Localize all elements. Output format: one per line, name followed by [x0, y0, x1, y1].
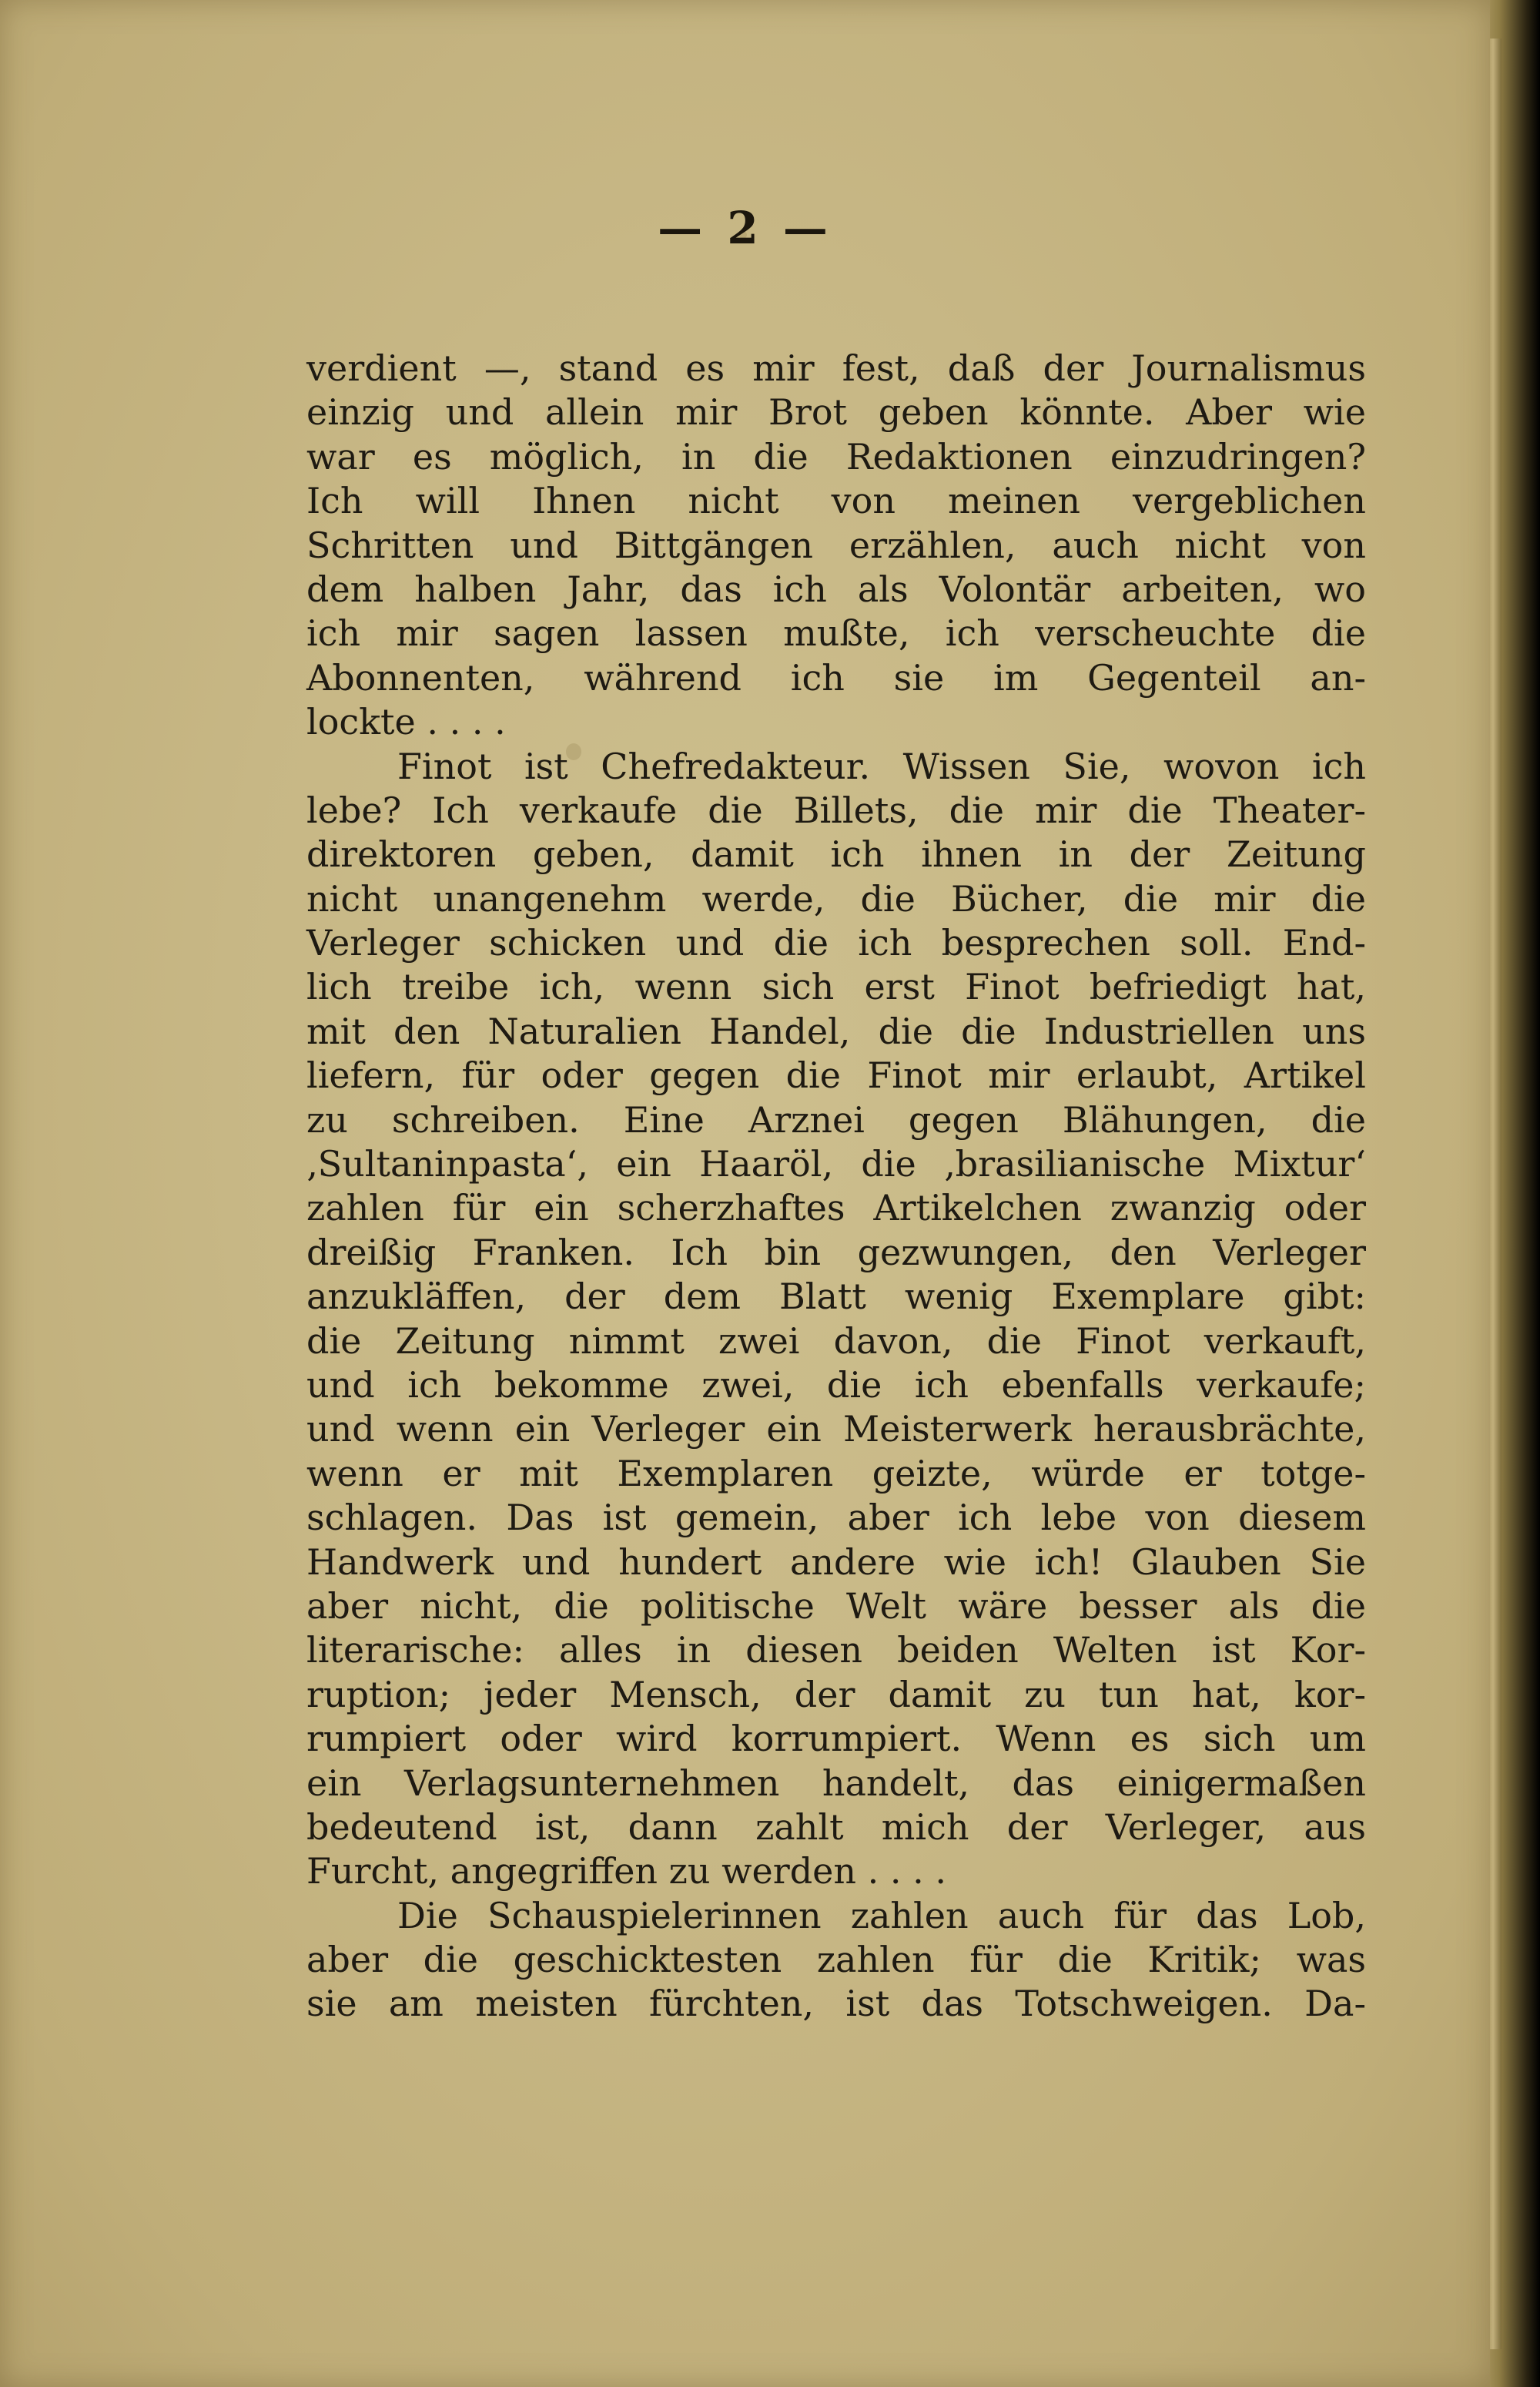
text-line: war es möglich, in die Redaktionen einzudringen?	[306, 435, 1366, 478]
text-line: direktoren geben, damit ich ihnen in der Zeitung	[306, 833, 1366, 876]
text-line: lebe? Ich verkaufe die Billets, die mir die Theater-	[306, 789, 1366, 831]
text-line: ein Verlagsunternehmen handelt, das einigermaßen	[306, 1762, 1366, 1804]
text-line: und wenn ein Verleger ein Meisterwerk herausbrächte,	[306, 1408, 1366, 1450]
text-line: sie am meisten fürchten, ist das Totschweigen. Da-	[306, 1983, 1366, 2025]
page-number: — 2 —	[658, 202, 832, 254]
text-line: Handwerk und hundert andere wie ich! Glauben Sie	[306, 1540, 1366, 1583]
body-text	[306, 347, 1366, 2027]
text-line: und ich bekomme zwei, die ich ebenfalls verkaufe;	[306, 1363, 1366, 1406]
text-line: Verleger schicken und die ich besprechen soll. End-	[306, 922, 1366, 964]
text-line: mit den Naturalien Handel, die die Industriellen uns	[306, 1010, 1366, 1052]
paragraph-start-line: Finot ist Chefredakteur. Wissen Sie, wovon ich	[397, 745, 1366, 787]
text-line: lockte . . . .	[306, 701, 506, 743]
text-line: dem halben Jahr, das ich als Volontär arbeiten, wo	[306, 568, 1366, 610]
text-line: ruption; jeder Mensch, der damit zu tun hat, kor-	[306, 1673, 1366, 1715]
text-line: zu schreiben. Eine Arznei gegen Blähungen, die	[306, 1098, 1366, 1141]
text-line: nicht unangenehm werde, die Bücher, die mir die	[306, 877, 1366, 920]
paragraph-start-line: Die Schauspielerinnen zahlen auch für das Lob,	[397, 1894, 1366, 1936]
text-line: ‚Sultaninpasta‘, ein Haaröl, die ‚brasilianische Mixtur‘	[306, 1143, 1366, 1185]
text-line: wenn er mit Exemplaren geizte, würde er totge-	[306, 1452, 1366, 1494]
text-line: ich mir sagen lassen mußte, ich verscheuchte die	[306, 612, 1366, 655]
text-line: verdient —, stand es mir fest, daß der Journalismus	[306, 347, 1366, 389]
text-line: aber die geschicktesten zahlen für die Kritik; was	[306, 1939, 1366, 1981]
text-line: die Zeitung nimmt zwei davon, die Finot verkauft,	[306, 1319, 1366, 1362]
text-line: liefern, für oder gegen die Finot mir erlaubt, Artikel	[306, 1054, 1366, 1097]
text-line: dreißig Franken. Ich bin gezwungen, den Verleger	[306, 1231, 1366, 1273]
text-line: einzig und allein mir Brot geben könnte. Aber wie	[306, 391, 1366, 434]
text-line: Ich will Ihnen nicht von meinen vergeblichen	[306, 480, 1366, 522]
text-line: rumpiert oder wird korrumpiert. Wenn es sich um	[306, 1718, 1366, 1760]
text-line: literarische: alles in diesen beiden Welten ist Kor-	[306, 1629, 1366, 1671]
text-line: bedeutend ist, dann zahlt mich der Verleger, aus	[306, 1805, 1366, 1848]
text-line: Furcht, angegriffen zu werden . . . .	[306, 1850, 947, 1893]
text-line: lich treibe ich, wenn sich erst Finot befriedigt hat,	[306, 966, 1366, 1008]
text-line: Abonnenten, während ich sie im Gegenteil an-	[306, 656, 1366, 699]
text-line: anzukläffen, der dem Blatt wenig Exemplare gibt:	[306, 1276, 1366, 1318]
text-line: zahlen für ein scherzhaftes Artikelchen zwanzig oder	[306, 1187, 1366, 1229]
text-line: schlagen. Das ist gemein, aber ich lebe von diesem	[306, 1497, 1366, 1539]
text-line: aber nicht, die politische Welt wäre besser als die	[306, 1584, 1366, 1627]
text-line: Schritten und Bittgängen erzählen, auch nicht von	[306, 524, 1366, 566]
